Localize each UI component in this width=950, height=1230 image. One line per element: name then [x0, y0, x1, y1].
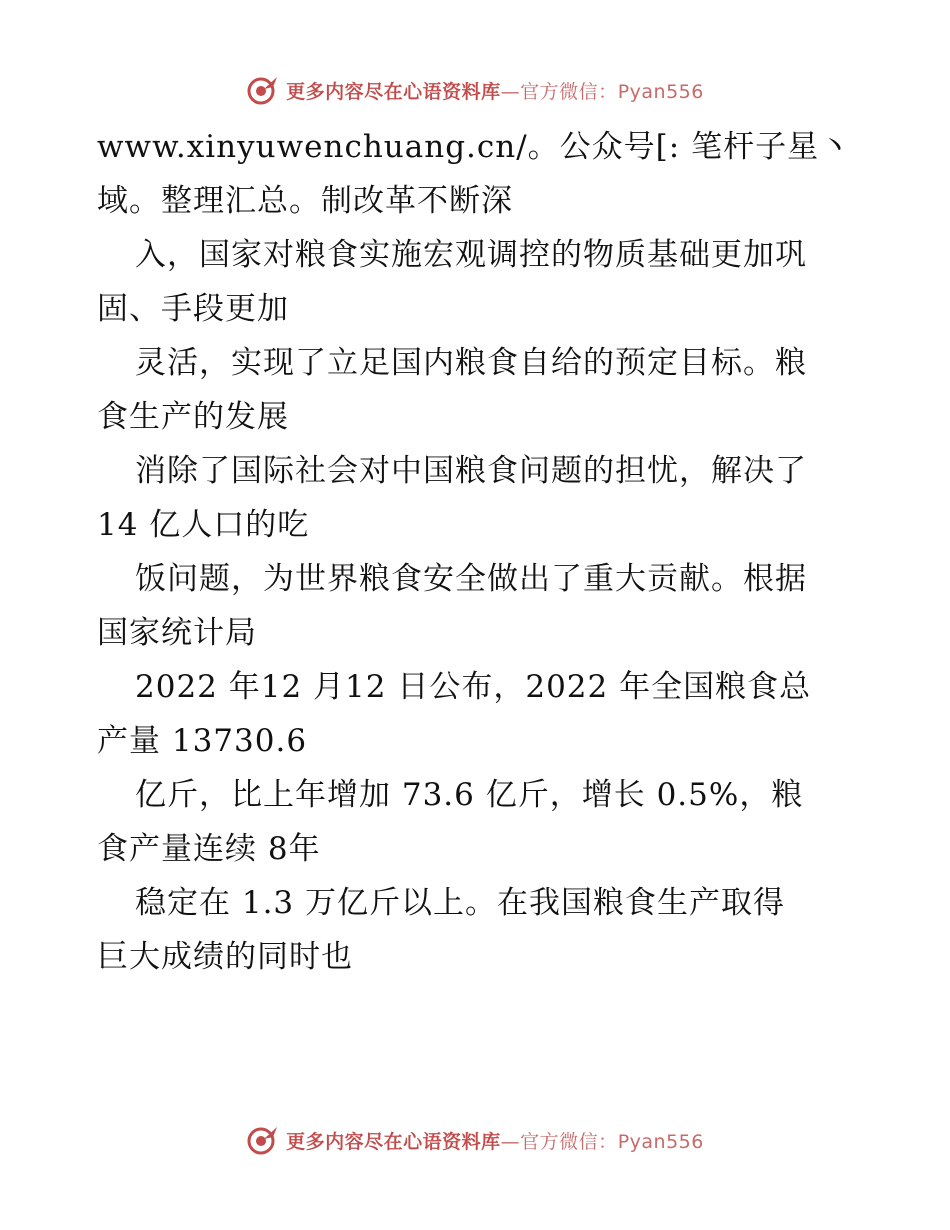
watermark-text: 更多内容尽在心语资料库—官方微信：Pyan556 — [286, 1130, 704, 1153]
text-line: 消除了国际社会对中国粮食问题的担忧，解决了 — [135, 453, 807, 489]
document-body — [97, 120, 857, 984]
text-line: 巨大成绩的同时也 — [97, 939, 353, 975]
text-line: 灵活，实现了立足国内粮食自给的预定目标。粮 — [135, 345, 807, 381]
text-line: 饭问题，为世界粮食安全做出了重大贡献。根据 — [135, 561, 807, 597]
text-line: 入，国家对粮食实施宏观调控的物质基础更加巩 — [135, 237, 807, 273]
text-line: 食生产的发展 — [97, 399, 289, 435]
text-line: 域。整理汇总。制改革不断深 — [97, 183, 513, 219]
text-line: 亿斤，比上年增加 73.6 亿斤，增长 0.5%，粮 — [135, 777, 804, 813]
watermark-text: 更多内容尽在心语资料库—官方微信：Pyan556 — [286, 80, 704, 103]
text-line: 产量 13730.6 — [97, 723, 308, 759]
text-line: 食产量连续 8年 — [97, 831, 321, 867]
quill-logo-icon — [246, 1123, 280, 1157]
text-line: 2022 年12 月12 日公布，2022 年全国粮食总 — [135, 669, 812, 705]
quill-logo-icon — [246, 73, 280, 107]
text-line: 稳定在 1.3 万亿斤以上。在我国粮食生产取得 — [135, 885, 786, 921]
text-line: 14 亿人口的吃 — [97, 507, 310, 543]
text-line: 国家统计局 — [97, 615, 257, 651]
header-watermark — [0, 70, 950, 110]
footer-watermark — [0, 1120, 950, 1160]
text-line: 固、手段更加 — [97, 291, 289, 327]
text-line: www.xinyuwenchuang.cn/。公众号[: 笔杆子星丶 — [97, 129, 852, 165]
